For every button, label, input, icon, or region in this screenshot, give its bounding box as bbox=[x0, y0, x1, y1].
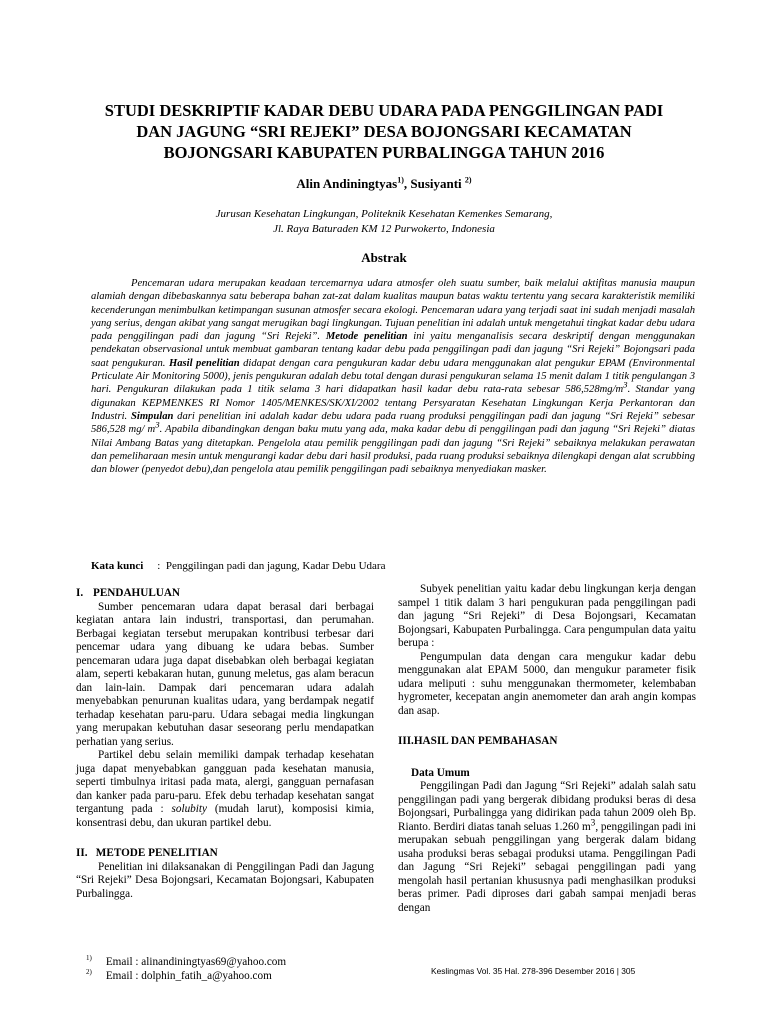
body-text: (mudah larut), komposisi kimia, konsentrasi debu, dan ukuran partikel debu. bbox=[76, 803, 374, 829]
footnote-email: Email : alinandiningtyas69@yahoo.com bbox=[105, 956, 287, 968]
body-paragraph: Sumber pencemaran udara dapat berasal dari berbagai kegiatan antara lain industri, transportasi, dan perumahan. Berbagai kegiatan tersebut merupakan kontribusi terbesar dari pencemar udara yang dibuang ke udara bebas. Sumber pencemaran udara juga dapat disebabkan oleh berbagai kegiatan alam, seperti kebakaran hutan, gunung meletus, gas alam beracun dan lain-lain. Dampak dari pencemaran udara adalah menyebabkan penurunan kualitas udara, yang berdampak negatif terhadap kesehatan paru-paru. Udara sebagai media lingkungan yang merupakan kebutuhan dasar seseorang perlu mendapatkan perhatian yang serius. bbox=[76, 600, 374, 748]
abstract-text: dari penelitian ini adalah kadar debu udara pada ruang produksi penggilingan padi dan jagung “Sri Rejeki” sebesar 586,528 mg/ m bbox=[91, 410, 695, 436]
body-text: Partikel debu selain memiliki dampak terhadap kesehatan juga dapat menyebabkan gangguan pada kesehatan manusia, seperti timbulnya iritasi pada mata, alergi, gangguan pernafasan dan kanker pada paru-paru. Efek debu terhadap kesehatan sangat tergantung pada : bbox=[76, 749, 374, 815]
left-column bbox=[76, 587, 374, 901]
abstract-text: Pencemaran udara merupakan keadaan tercemarnya udara atmosfer oleh suatu sumber, baik melalui aktifitas manusia maupun alamiah dengan dibebaskannya satu beberapa bahan zat-zat dalam kualitas maupun batas waktu tertentu yang secara karakteristik memiliki kecenderungan menimbulkan ketimpangan susunan atmosfer secara ekologi. Pencemaran udara yang terjadi saat ini sudah menjadi masalah yang serius, dengan akibat yang sangat merugikan bagi lingkungan. Tujuan penelitian ini adalah untuk mengetahui tingkat kadar debu udara pada penggilingan padi dan jagung “Sri Rejeki”. bbox=[91, 278, 695, 343]
body-paragraph bbox=[398, 780, 696, 915]
section-heading bbox=[76, 587, 374, 601]
abstract-bold-term: Hasil penelitian bbox=[168, 357, 240, 369]
section-number: II. bbox=[76, 847, 88, 859]
superscript: 3 bbox=[590, 817, 596, 828]
footnote-mark: 2) bbox=[86, 967, 92, 976]
affiliation-line: Jurusan Kesehatan Lingkungan, Politeknik Kesehatan Kemenkes Semarang, bbox=[215, 208, 553, 220]
section-title: PENDAHULUAN bbox=[93, 587, 181, 599]
subsection-heading: Data Umum bbox=[411, 766, 470, 779]
affiliation-line: Jl. Raya Baturaden KM 12 Purwokerto, Indonesia bbox=[273, 223, 495, 235]
body-italic: solubity bbox=[171, 803, 207, 815]
abstract-text: . Standar yang digunakan KEPMENKES RI Nomor 1405/MENKES/SK/XI/2002 tentang Persyaratan Kesehatan Lingkungan Kerja Perkantoran dan Industri. bbox=[91, 384, 696, 422]
footnotes bbox=[86, 956, 286, 983]
superscript: 3 bbox=[623, 379, 628, 390]
author-affil-mark: 1) bbox=[397, 175, 404, 185]
keywords-label: Kata kunci bbox=[91, 560, 144, 572]
title-line: BOJONGSARI KABUPATEN PURBALINGGA TAHUN 2016 bbox=[163, 143, 605, 162]
footnote-email: Email : dolphin_fatih_a@yahoo.com bbox=[105, 969, 272, 982]
author-list bbox=[0, 176, 768, 192]
section-number: III. bbox=[398, 735, 414, 747]
author-separator: , bbox=[403, 176, 411, 191]
affiliation bbox=[0, 207, 768, 237]
body-text: , penggilingan padi ini merupakan sebuah penggilingan yang bergerak dalam bidang usaha produksi beras sebagai produksi utama. Penggilingan Padi dan Jagung “Sri Rejeki” sebagai penggilingan padi yang mengolah hasil pertanian khususnya padi menghasilkan produksi beras primer. Padi diproses dari gabah sampai menjadi beras dengan bbox=[398, 820, 697, 914]
right-column bbox=[398, 583, 696, 915]
footnote bbox=[86, 967, 286, 984]
body-paragraph bbox=[76, 749, 374, 830]
keywords bbox=[91, 560, 385, 572]
paper-title bbox=[40, 100, 728, 163]
body-paragraph: Pengumpulan data dengan cara mengukur kadar debu menggunakan alat EPAM 5000, dan mengukur parameter fisik udara meliputi : suhu menggunakan thermometer, kelembaban hygrometer, kecepatan angin anemometer dan arah angin kompas dan asap. bbox=[398, 650, 696, 717]
title-line: DAN JAGUNG “SRI REJEKI” DESA BOJONGSARI KECAMATAN bbox=[136, 122, 632, 141]
page-footer: Keslingmas Vol. 35 Hal. 278-396 Desember 2016 | 305 bbox=[431, 966, 636, 976]
footnote-mark: 1) bbox=[86, 954, 92, 963]
body-text: Penggilingan Padi dan Jagung “Sri Rejeki” adalah salah satu penggilingan padi yang bergerak dibidang produksi beras di desa Bojongsari, Purbalingga yang didirikan pada tahun 2009 oleh Bp. Rianto. Berdiri diatas tanah seluas 1.260 m bbox=[398, 780, 696, 833]
section-title: METODE PENELITIAN bbox=[95, 847, 218, 859]
section-heading bbox=[76, 847, 374, 861]
author-name: Susiyanti bbox=[410, 176, 462, 191]
superscript: 3 bbox=[155, 419, 160, 430]
abstract-paragraph bbox=[91, 277, 695, 476]
abstract-text: . Apabila dibandingkan dengan baku mutu yang ada, maka kadar debu di penggilingan padi dan jagung “Sri Rejeki” diatas Nilai Ambang Batas yang ditetapkan. Pengelola atau pemilik penggilingan padi dan jagung “Sri Rejeki” sebaiknya melakukan perawatan dan pemeliharaan mesin untuk mengurangi kadar debu dari hasil produksi, pada ruang produksi sebaiknya dilengkapi dengan alat scrubbing dan blower (penyedot debu),dan pengelola atau pemilik penggilingan padi sebaiknya menyediakan masker. bbox=[91, 424, 695, 476]
abstract-bold-term: Metode penelitian bbox=[325, 331, 408, 343]
author-affil-mark: 2) bbox=[464, 175, 472, 185]
author-name: Alin Andiningtyas bbox=[296, 176, 398, 191]
keywords-value: Penggilingan padi dan jagung, Kadar Debu Udara bbox=[165, 560, 386, 572]
footnote bbox=[86, 956, 286, 970]
section-heading bbox=[398, 735, 696, 749]
section-title: HASIL DAN PEMBAHASAN bbox=[413, 735, 558, 747]
abstract-text: ini yaitu menganalisis secara deskriptif dengan menggunakan pendekatan observasional untuk membuat gambaran tentang kadar debu pada penggilingan padi dan jagung “Sri Rejeki” Bojongsari pada saat pengukuran. bbox=[91, 331, 695, 369]
body-paragraph: Penelitian ini dilaksanakan di Penggilingan Padi dan Jagung “Sri Rejeki” Desa Bojongsari, Kecamatan Bojongsari, Kabupaten Purbalingga. bbox=[76, 860, 374, 900]
abstract-body bbox=[91, 277, 695, 476]
abstract-text: didapat dengan cara pengukuran kadar debu udara menggunakan alat pengukur EPAM (Environmental Prticulate Air Monitoring 5000), jenis pengukuran adalah debu total dengan durasi pengukuran selama 15 menit dalam 1 titik pengulangan 3 hari. Pengukuran dilakukan pada 1 titik selama 3 hari didapatkan hasil kadar debu rata-rata sebesar 586,528mg/m bbox=[91, 357, 696, 396]
abstract-heading: Abstrak bbox=[361, 250, 407, 265]
abstract-bold-term: Simpulan bbox=[130, 410, 174, 422]
section-number: I. bbox=[76, 587, 84, 599]
title-line: STUDI DESKRIPTIF KADAR DEBU UDARA PADA PENGGILINGAN PADI bbox=[104, 101, 664, 120]
keywords-separator: : bbox=[157, 560, 161, 572]
body-paragraph: Subyek penelitian yaitu kadar debu lingkungan kerja dengan sampel 1 titik dalam 3 hari pengukuran pada penggilingan padi dan jagung “Sri Rejeki” di Desa Bojongsari, Kecamatan Bojongsari, Kabupaten Purbalingga. Cara pengumpulan data yaitu berupa : bbox=[398, 583, 696, 649]
